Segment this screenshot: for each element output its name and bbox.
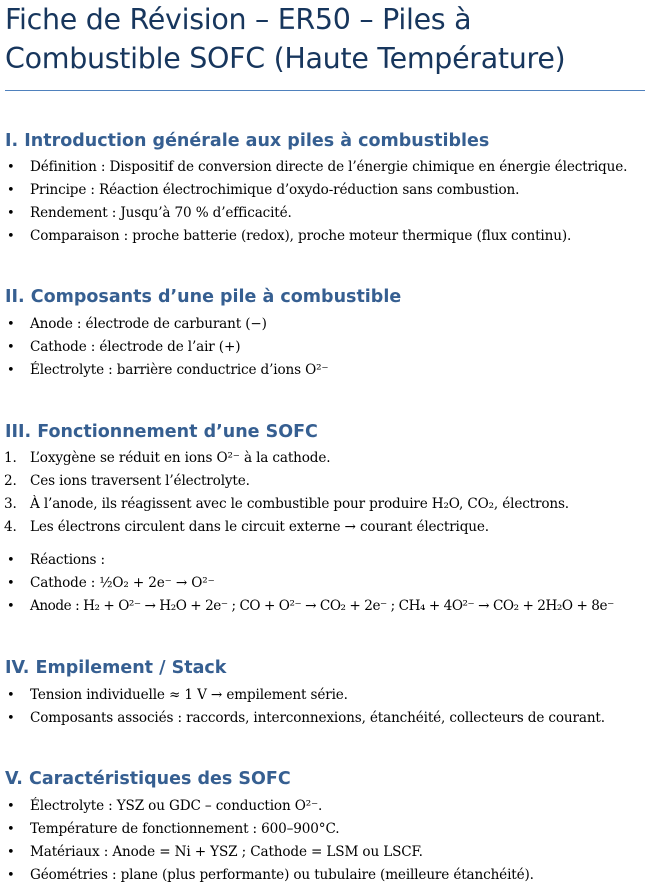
- section-heading-introduction: I. Introduction générale aux piles à combustibles: [5, 131, 490, 151]
- list-item: [0, 470, 648, 493]
- document-title: Fiche de Révision – ER50 – Piles à Combustible SOFC (Haute Température): [5, 3, 566, 75]
- section-reactions: [0, 549, 648, 618]
- list-item: • Électrolyte : YSZ ou GDC – conduction O²⁻.: [0, 795, 648, 818]
- list-item: • Tension individuelle ≈ 1 V → empilement série.: [0, 684, 648, 707]
- list-item: • Comparaison : proche batterie (redox), proche moteur thermique (flux continu).: [0, 225, 648, 248]
- list-item: • Cathode : électrode de l’air (+): [0, 336, 648, 359]
- section-heading-fonctionnement: III. Fonctionnement d’une SOFC: [5, 422, 318, 442]
- step-text: L’oxygène se réduit en ions O²⁻ à la cathode.: [30, 450, 331, 466]
- section-list-empilement: [0, 684, 648, 730]
- list-item: • Réactions :: [0, 549, 648, 572]
- list-item: • Électrolyte : barrière conductrice d’ions O²⁻: [0, 359, 648, 382]
- section-heading-caracteristiques: V. Caractéristiques des SOFC: [5, 769, 291, 789]
- section-heading-composants: II. Composants d’une pile à combustible: [5, 287, 402, 307]
- list-item: [0, 493, 648, 516]
- list-item: • Principe : Réaction électrochimique d’oxydo-réduction sans combustion.: [0, 179, 648, 202]
- step-number: 2.: [4, 473, 17, 489]
- step-text: Les électrons circulent dans le circuit externe → courant électrique.: [30, 519, 489, 535]
- list-item: • Cathode : ½O₂ + 2e⁻ → O²⁻: [0, 572, 648, 595]
- list-item: • Anode : électrode de carburant (−): [0, 313, 648, 336]
- step-number: 4.: [4, 519, 17, 535]
- list-item: • Matériaux : Anode = Ni + YSZ ; Cathode = LSM ou LSCF.: [0, 841, 648, 864]
- section-heading-empilement: IV. Empilement / Stack: [5, 658, 227, 678]
- step-number: 3.: [4, 496, 17, 512]
- section-steps-fonctionnement: [0, 447, 648, 539]
- list-item: • Température de fonctionnement : 600–900°C.: [0, 818, 648, 841]
- list-item: [0, 447, 648, 470]
- section-list-introduction: [0, 156, 648, 248]
- title-divider: [5, 90, 645, 91]
- list-item: [0, 516, 648, 539]
- list-item: • Composants associés : raccords, interconnexions, étanchéité, collecteurs de courant.: [0, 707, 648, 730]
- list-item: • Définition : Dispositif de conversion directe de l’énergie chimique en énergie électrique.: [0, 156, 648, 179]
- list-item: • Rendement : Jusqu’à 70 % d’efficacité.: [0, 202, 648, 225]
- section-list-caracteristiques: [0, 795, 648, 887]
- step-text: Ces ions traversent l’électrolyte.: [30, 473, 250, 489]
- step-number: 1.: [4, 450, 17, 466]
- step-text: À l’anode, ils réagissent avec le combustible pour produire H₂O, CO₂, électrons.: [30, 496, 569, 512]
- list-item: • Anode : H₂ + O²⁻ → H₂O + 2e⁻ ; CO + O²⁻ → CO₂ + 2e⁻ ; CH₄ + 4O²⁻ → CO₂ + 2H₂O + 8e⁻: [0, 595, 648, 618]
- list-item: • Géométries : plane (plus performante) ou tubulaire (meilleure étanchéité).: [0, 864, 648, 887]
- section-list-composants: [0, 313, 648, 382]
